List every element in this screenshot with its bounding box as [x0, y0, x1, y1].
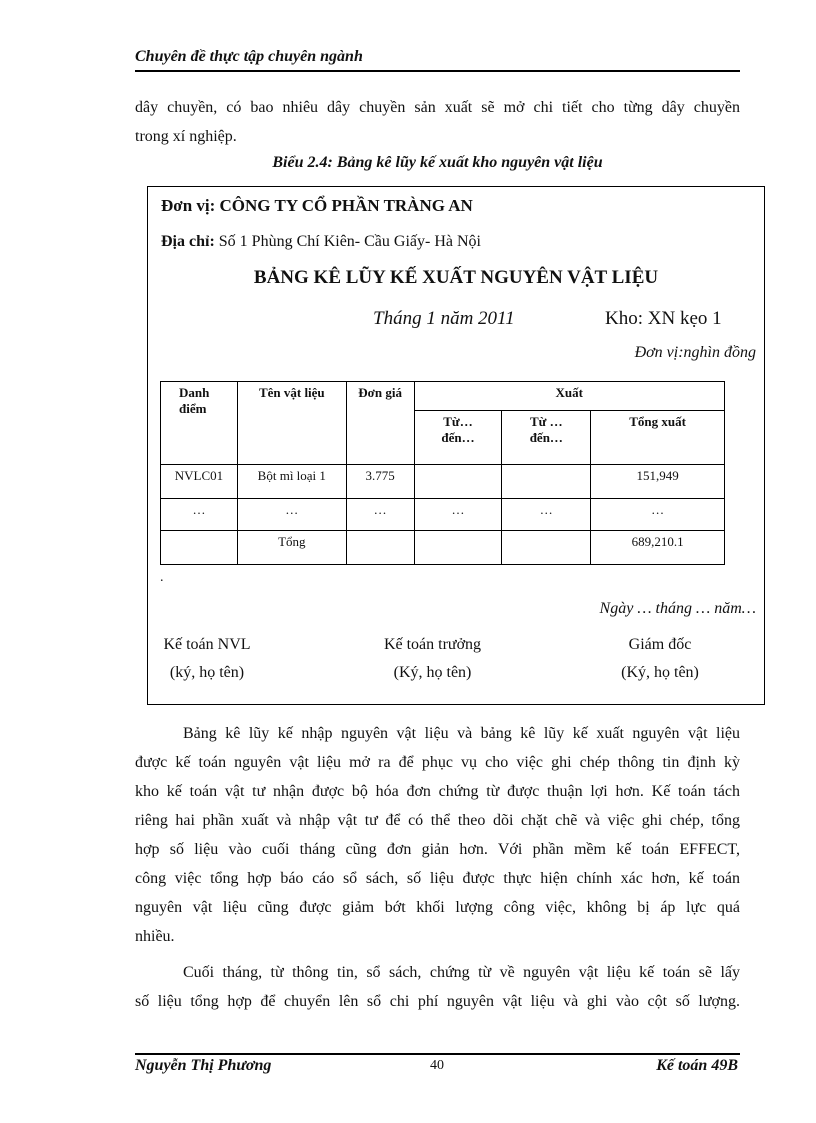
report-month: Tháng 1 năm 2011: [373, 308, 515, 329]
table-row: [161, 499, 725, 531]
intro-paragraph: [135, 93, 740, 151]
text-line: trong xí nghiệp.: [135, 128, 237, 145]
cell-price: …: [346, 499, 414, 531]
unit-label: Đơn vị:nghìn đồng: [634, 344, 756, 361]
signature-role: Kế toán trưởng: [383, 636, 482, 653]
stray-dot: .: [160, 570, 164, 585]
body-paragraph-1: [135, 719, 740, 951]
cell-period-1: [414, 531, 502, 565]
footer-author: Nguyễn Thị Phương: [135, 1057, 272, 1074]
cell-name: Bột mì loại 1: [237, 465, 346, 499]
address-value: Số 1 Phùng Chí Kiên- Cầu Giấy- Hà Nội: [218, 233, 481, 250]
address-label: Địa chỉ:: [161, 233, 215, 250]
header-unit-price: Đơn giá: [346, 382, 414, 465]
text-line: dây chuyền, có bao nhiêu dây chuyền sản xuất sẽ mở chi tiết cho từng dây chuyền: [135, 99, 740, 116]
cell-total: 151,949: [591, 465, 725, 499]
text-line: Cuối tháng, từ thông tin, sổ sách, chứng từ về nguyên vật liệu kế toán sẽ lấy: [183, 964, 740, 981]
text-line: hợp số liệu vào cuối tháng cũng đơn giản hơn. Với phần mềm kế toán EFFECT,: [135, 841, 740, 858]
address-line: [161, 233, 481, 251]
page-number: 40: [430, 1058, 444, 1073]
cell-name: Tổng: [237, 531, 346, 565]
company-line: [161, 196, 473, 216]
text-line: nguyên vật liệu cũng được giảm bớt khối lượng công việc, không bị áp lực quá: [135, 899, 740, 916]
cell-price: [346, 531, 414, 565]
table-row: [161, 465, 725, 499]
signature-role: Giám đốc: [628, 636, 692, 653]
footer-rule: [135, 1053, 740, 1055]
header-period-2: Từ … đến…: [502, 411, 591, 465]
signature-note: (ký, họ tên): [169, 664, 245, 681]
cell-code: [161, 531, 238, 565]
cell-code: …: [161, 499, 238, 531]
table-total-row: [161, 531, 725, 565]
signature-director: [600, 636, 720, 682]
text-line: công việc tổng hợp báo cáo sổ sách, số liệu được thực hiện chính xác hơn, kế toán: [135, 870, 740, 887]
text-line: số liệu tổng hợp để chuyển lên sổ chi phí nguyên vật liệu và ghi vào cột số lượng.: [135, 993, 740, 1010]
cell-total: 689,210.1: [591, 531, 725, 565]
table-header-row: [161, 382, 725, 411]
text-line: Bảng kê lũy kế nhập nguyên vật liệu và bảng kê lũy kế xuất nguyên vật liệu: [183, 725, 740, 742]
cell-period-2: …: [502, 499, 591, 531]
text-line: riêng hai phần xuất và nhập vật tư để có thể theo dõi chặt chẽ và việc ghi chép, tổng: [135, 812, 740, 829]
header-code: Danh điểm: [161, 382, 238, 465]
signature-accountant: [152, 636, 262, 682]
text-line: kho kế toán vật tư nhận được bộ hóa đơn chứng từ được thuận lợi hơn. Kế toán tách: [135, 783, 740, 800]
cell-code: NVLC01: [161, 465, 238, 499]
signature-note: (Ký, họ tên): [621, 664, 699, 681]
signature-role: Kế toán NVL: [163, 636, 251, 653]
cell-period-1: …: [414, 499, 502, 531]
signature-note: (Ký, họ tên): [393, 664, 472, 681]
figure-caption: Biểu 2.4: Bảng kê lũy kế xuất kho nguyên vật liệu: [272, 154, 603, 171]
date-line: Ngày … tháng … năm…: [599, 600, 756, 617]
company-name: CÔNG TY CỔ PHẦN TRÀNG AN: [219, 196, 473, 215]
warehouse-label: Kho: XN kẹo 1: [605, 308, 722, 329]
text-line: nhiều.: [135, 928, 175, 945]
cell-period-1: [414, 465, 502, 499]
signature-chief-accountant: [370, 636, 495, 682]
cell-total: …: [591, 499, 725, 531]
header-rule: [135, 70, 740, 72]
header-total-export: Tổng xuất: [591, 411, 725, 465]
header-material-name: Tên vật liệu: [237, 382, 346, 465]
footer-class: Kế toán 49B: [656, 1057, 738, 1074]
report-title: BẢNG KÊ LŨY KẾ XUẤT NGUYÊN VẬT LIỆU: [253, 267, 659, 288]
header-period-1: Từ… đến…: [414, 411, 502, 465]
body-paragraph-2: [135, 958, 740, 1016]
header-export: Xuất: [414, 382, 724, 411]
cell-price: 3.775: [346, 465, 414, 499]
ledger-table: [160, 381, 725, 565]
company-label: Đơn vị:: [161, 196, 216, 215]
running-header-title: Chuyên đề thực tập chuyên ngành: [135, 48, 363, 65]
text-line: được kế toán nguyên vật liệu mở ra để phục vụ cho việc ghi chép thông tin định kỳ: [135, 754, 740, 771]
cell-name: …: [237, 499, 346, 531]
cell-period-2: [502, 465, 591, 499]
cell-period-2: [502, 531, 591, 565]
